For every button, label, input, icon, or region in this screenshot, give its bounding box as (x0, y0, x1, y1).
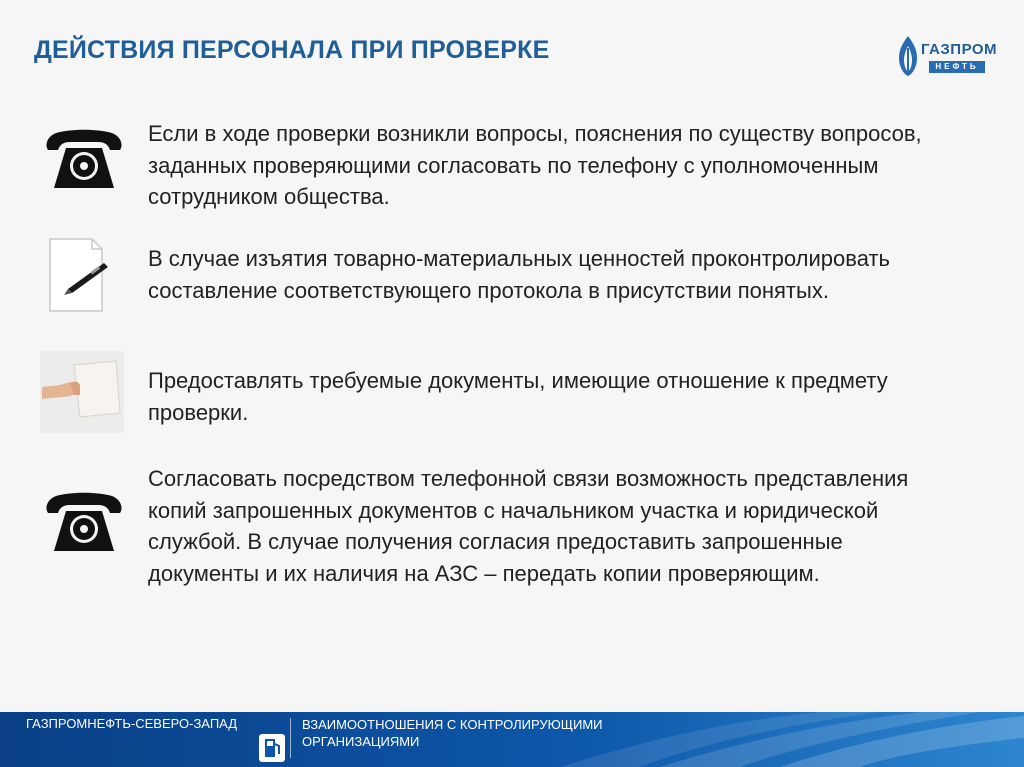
company-logo (893, 32, 998, 80)
telephone-icon (40, 487, 128, 555)
hand-with-paper-icon (40, 351, 124, 433)
fuel-pump-icon (259, 734, 285, 762)
telephone-icon (40, 124, 128, 192)
footer-company-name: ГАЗПРОМНЕФТЬ-СЕВЕРО-ЗАПАД (26, 716, 238, 731)
footer-section-title: ВЗАИМООТНОШЕНИЯ С КОНТРОЛИРУЮЩИМИ ОРГАНИЗАЦИЯМИ (302, 717, 603, 749)
item-text: Согласовать посредством телефонной связи возможность представления копий запрошенных документов с начальником участка и юридической службой. В случае получения согласия предоставить запрошенные документы и их наличия на АЗС – передать копии проверяющим. (148, 466, 909, 586)
item-text: В случае изъятия товарно-материальных ценностей проконтролировать составление соответствующего протокола в присутствии понятых. (148, 246, 890, 303)
gazprom-flame-icon (893, 32, 923, 80)
footer-bar (0, 712, 1024, 767)
document-pen-icon (46, 237, 110, 313)
logo-subtitle: НЕФТЬ (929, 61, 985, 73)
footer-divider (290, 718, 291, 758)
logo-wordmark: ГАЗПРОМ (921, 41, 998, 58)
page-title: ДЕЙСТВИЯ ПЕРСОНАЛА ПРИ ПРОВЕРКЕ (34, 36, 550, 64)
item-text: Если в ходе проверки возникли вопросы, пояснения по существу вопросов, заданных проверяющими согласовать по телефону с уполномоченным сотрудником общества. (148, 121, 922, 209)
item-text: Предоставлять требуемые документы, имеющие отношение к предмету проверки. (148, 368, 888, 425)
